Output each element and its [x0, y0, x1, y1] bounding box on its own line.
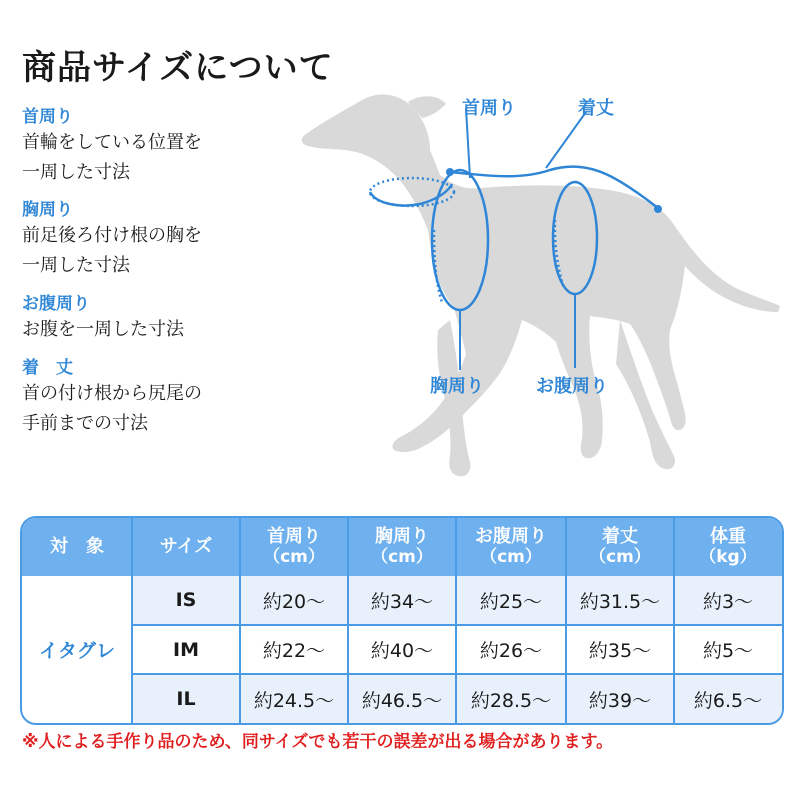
- desc-line: 首輪をしている位置を: [22, 132, 202, 153]
- desc-line: 一周した寸法: [22, 162, 130, 183]
- size-cell: IS: [175, 589, 197, 611]
- header-unit: （cm）: [589, 547, 651, 567]
- value-cell: 約28.5～: [470, 689, 552, 712]
- header-label: 着丈: [602, 526, 638, 547]
- header-length: [566, 518, 674, 576]
- header-unit: （cm）: [263, 547, 325, 567]
- desc-heading: 胸周り: [22, 200, 73, 220]
- header-target: [22, 518, 132, 576]
- header-label: 胸周り: [375, 526, 429, 547]
- header-unit: （cm）: [371, 547, 433, 567]
- disclaimer-note: ※人による手作り品のため、同サイズでも若干の誤差が出る場合があります。: [22, 732, 614, 752]
- value-cell: 約26～: [479, 640, 543, 662]
- desc-line: 一周した寸法: [22, 255, 130, 276]
- desc-line: お腹を一周した寸法: [22, 319, 184, 340]
- desc-line: 前足後ろ付け根の胸を: [22, 225, 202, 246]
- desc-heading: 着 丈: [22, 358, 73, 378]
- breed-cell: イタグレ: [38, 640, 115, 662]
- value-cell: 約20～: [262, 590, 326, 613]
- value-cell: 約22～: [262, 640, 326, 662]
- value-cell: 約3～: [702, 590, 754, 613]
- desc-heading: 首周り: [22, 107, 73, 127]
- desc-chest: [22, 199, 272, 281]
- desc-neck: [22, 106, 272, 188]
- value-cell: 約25～: [479, 590, 543, 613]
- header-label: お腹周り: [475, 526, 547, 547]
- header-label: サイズ: [159, 536, 213, 557]
- header-neck: [240, 518, 348, 576]
- page-title: 商品サイズについて: [22, 48, 334, 88]
- desc-belly: [22, 293, 272, 345]
- value-cell: 約34～: [370, 590, 434, 613]
- size-cell: IM: [173, 638, 199, 661]
- dog-diagram: [290, 80, 790, 500]
- desc-heading: お腹周り: [22, 294, 90, 314]
- header-unit: （cm）: [480, 547, 542, 567]
- header-weight: [674, 518, 782, 576]
- value-cell: 約6.5～: [693, 689, 763, 712]
- header-unit: （kg）: [699, 547, 757, 567]
- value-cell: 約40～: [370, 640, 434, 662]
- diagram-label-belly: お腹周り: [536, 376, 608, 397]
- size-table: [20, 516, 784, 725]
- diagram-label-length: 着丈: [578, 98, 614, 119]
- size-cell: IL: [176, 688, 196, 710]
- value-cell: 約5～: [702, 640, 754, 662]
- header-label: 首周り: [267, 526, 321, 547]
- diagram-label-neck: 首周り: [462, 98, 516, 119]
- header-belly: [456, 518, 566, 576]
- header-label: 体重: [710, 526, 746, 547]
- value-cell: 約24.5～: [253, 689, 335, 712]
- header-size: [132, 518, 240, 576]
- desc-length: [22, 357, 272, 439]
- value-cell: 約39～: [588, 689, 652, 712]
- value-cell: 約46.5～: [361, 689, 443, 712]
- diagram-label-chest: 胸周り: [430, 376, 484, 397]
- header-chest: [348, 518, 456, 576]
- value-cell: 約31.5～: [579, 590, 661, 613]
- header-label: 対 象: [50, 536, 104, 557]
- dog-silhouette-icon: [290, 80, 790, 500]
- value-cell: 約35～: [588, 640, 652, 662]
- desc-line: 首の付け根から尻尾の: [22, 383, 202, 404]
- desc-line: 手前までの寸法: [22, 413, 148, 434]
